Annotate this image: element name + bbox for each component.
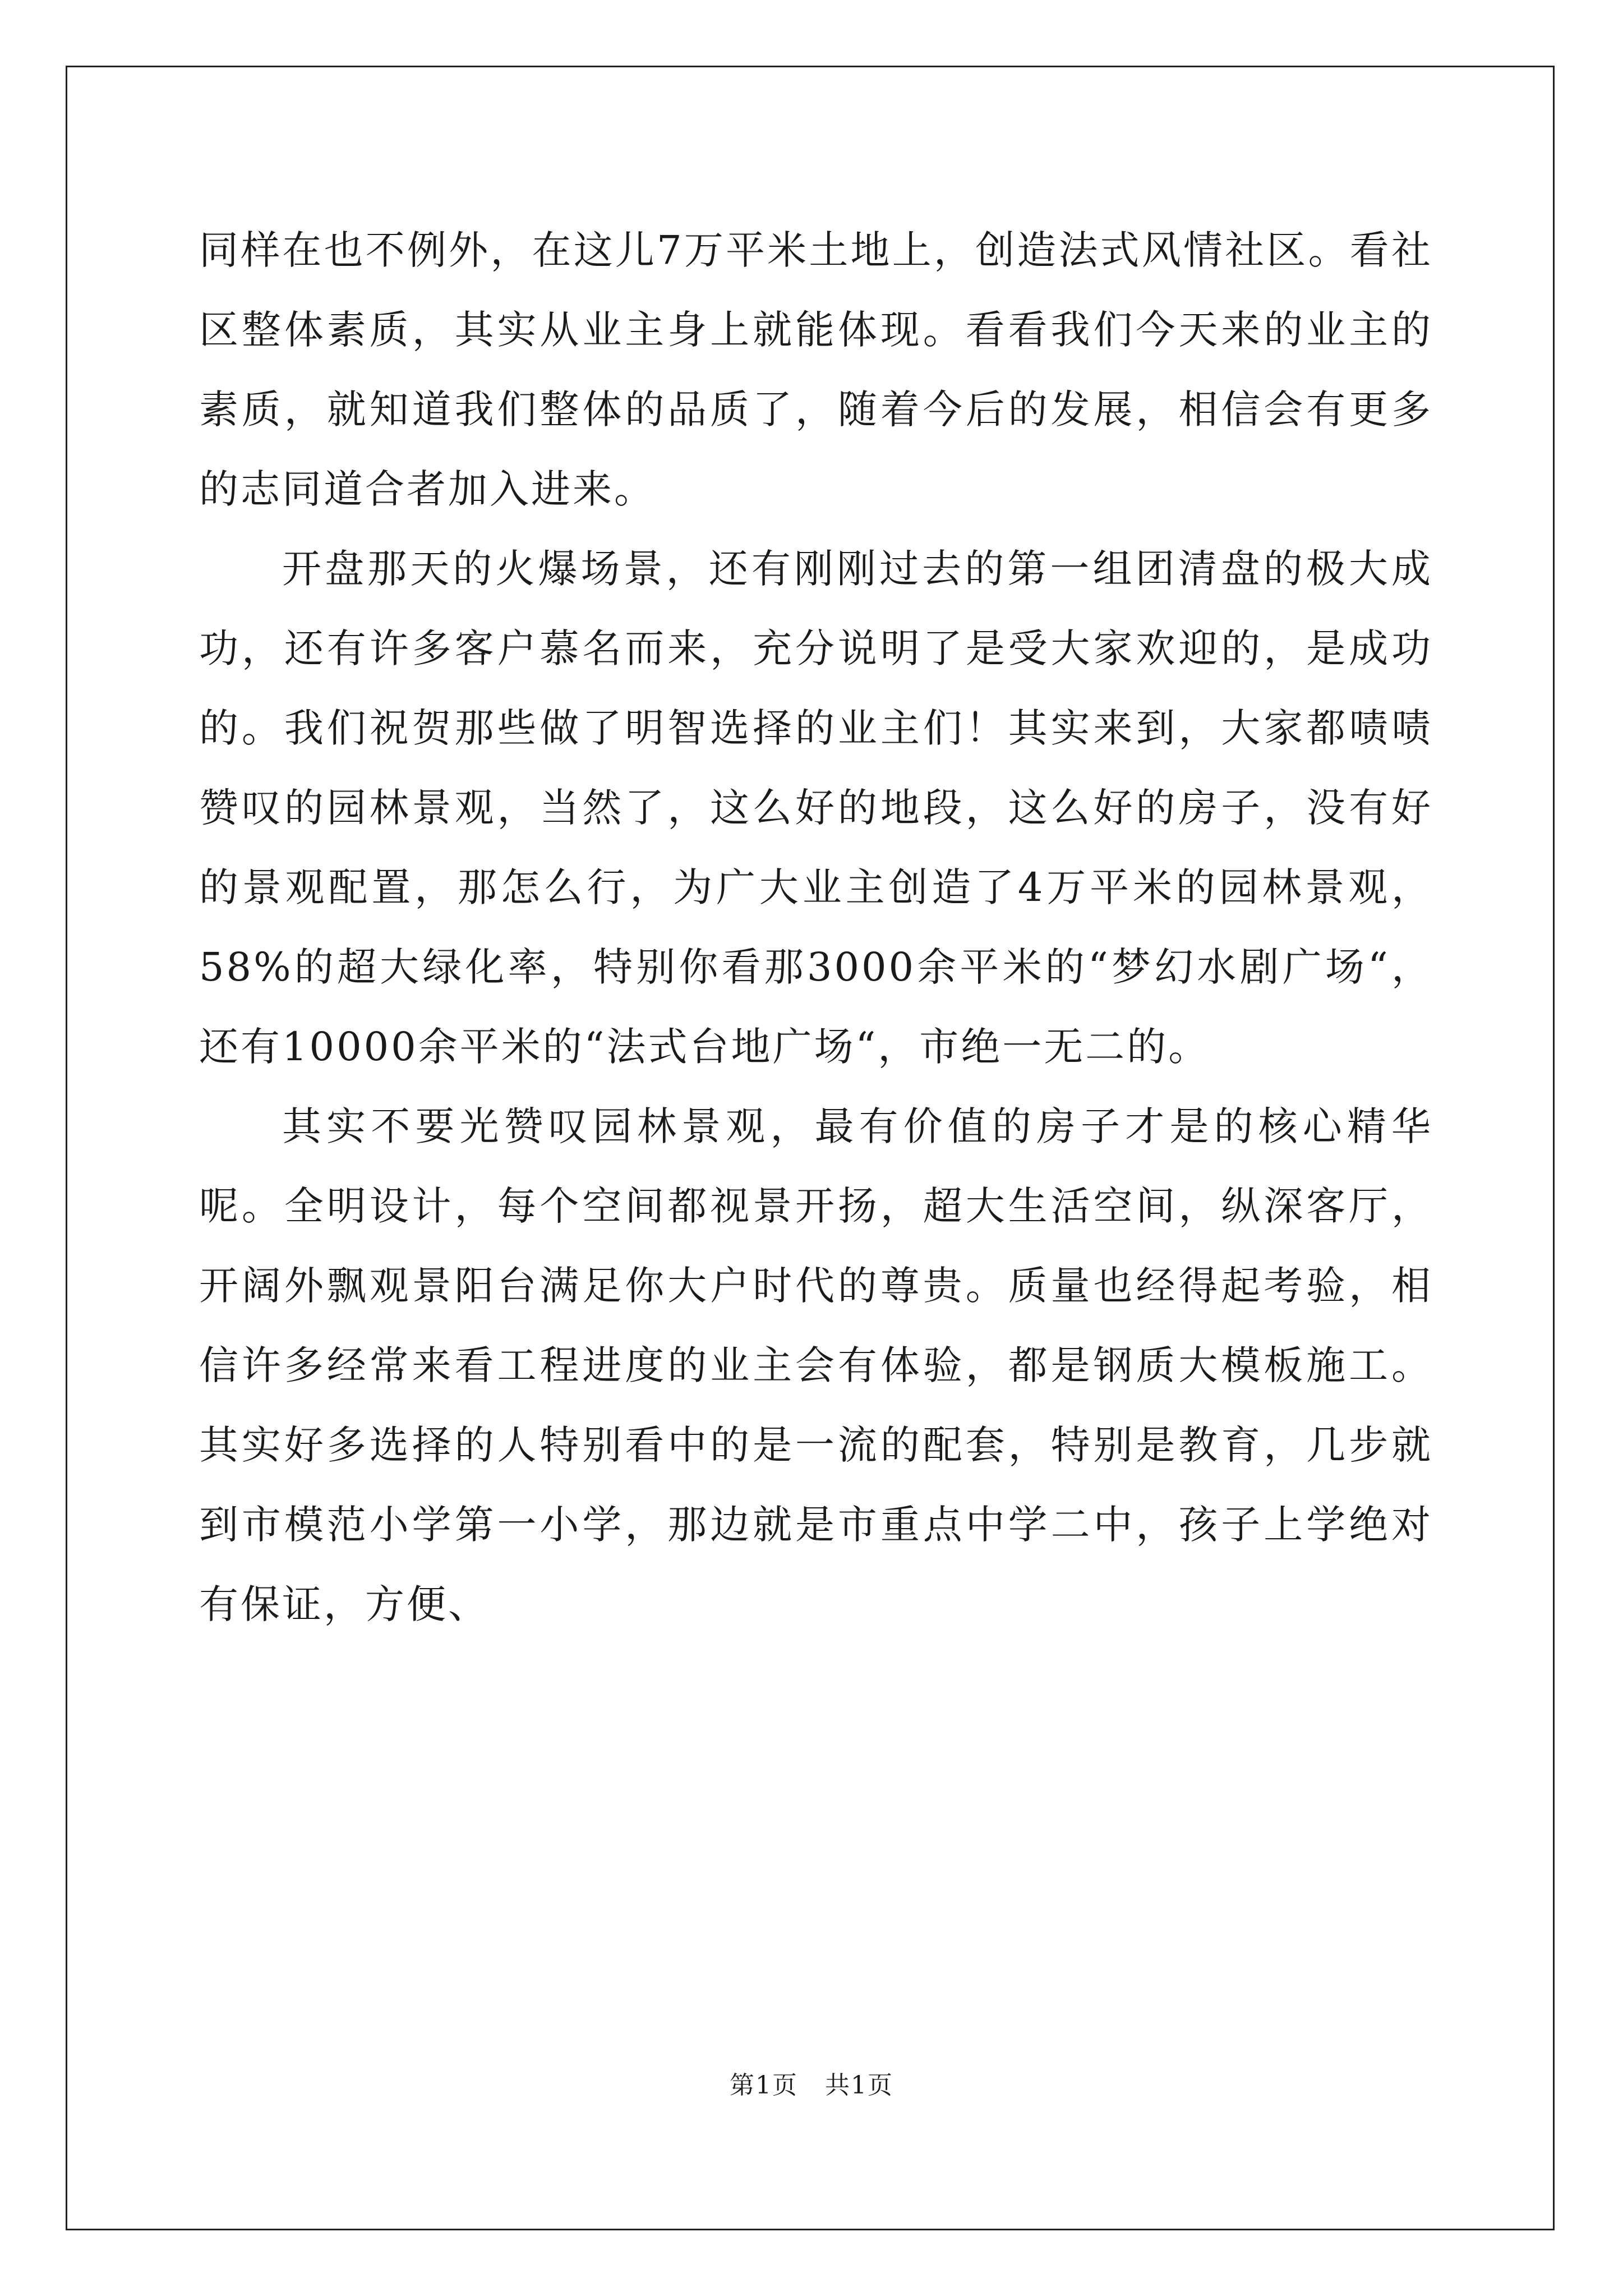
paragraph-2: 开盘那天的火爆场景，还有刚刚过去的第一组团清盘的极大成功，还有许多客户慕名而来，充分说明了是受大家欢迎的，是成功的。我们祝贺那些做了明智选择的业主们！其实来到，大家都啧啧赞叹的园林景观，当然了，这么好的地段，这么好的房子，没有好的景观配置，那怎么行，为广大业主创造了4万平米的园林景观，58%的超大绿化率，特别你看那3000余平米的“梦幻水剧广场“，还有10000余平米的“法式台地广场“，市绝一无二的。 — [199, 546, 1433, 1070]
document-body — [199, 210, 1433, 1644]
paragraph-1: 同样在也不例外，在这儿7万平米土地上，创造法式风情社区。看社区整体素质，其实从业主身上就能体现。看看我们今天来的业主的素质，就知道我们整体的品质了，随着今后的发展，相信会有更多的志同道合者加入进来。 — [199, 227, 1433, 512]
page-footer — [0, 2069, 1623, 2102]
paragraph-3: 其实不要光赞叹园林景观，最有价值的房子才是的核心精华呢。全明设计，每个空间都视景开扬，超大生活空间，纵深客厅，开阔外飘观景阳台满足你大户时代的尊贵。质量也经得起考验，相信许多经常来看工程进度的业主会有体验，都是钢质大模板施工。其实好多选择的人特别看中的是一流的配套，特别是教育，几步就到市模范小学第一小学，那边就是市重点中学二中，孩子上学绝对有保证，方便、 — [199, 1103, 1433, 1627]
page-total: 共1页 — [825, 2071, 893, 2100]
page-number: 第1页 — [730, 2071, 798, 2100]
